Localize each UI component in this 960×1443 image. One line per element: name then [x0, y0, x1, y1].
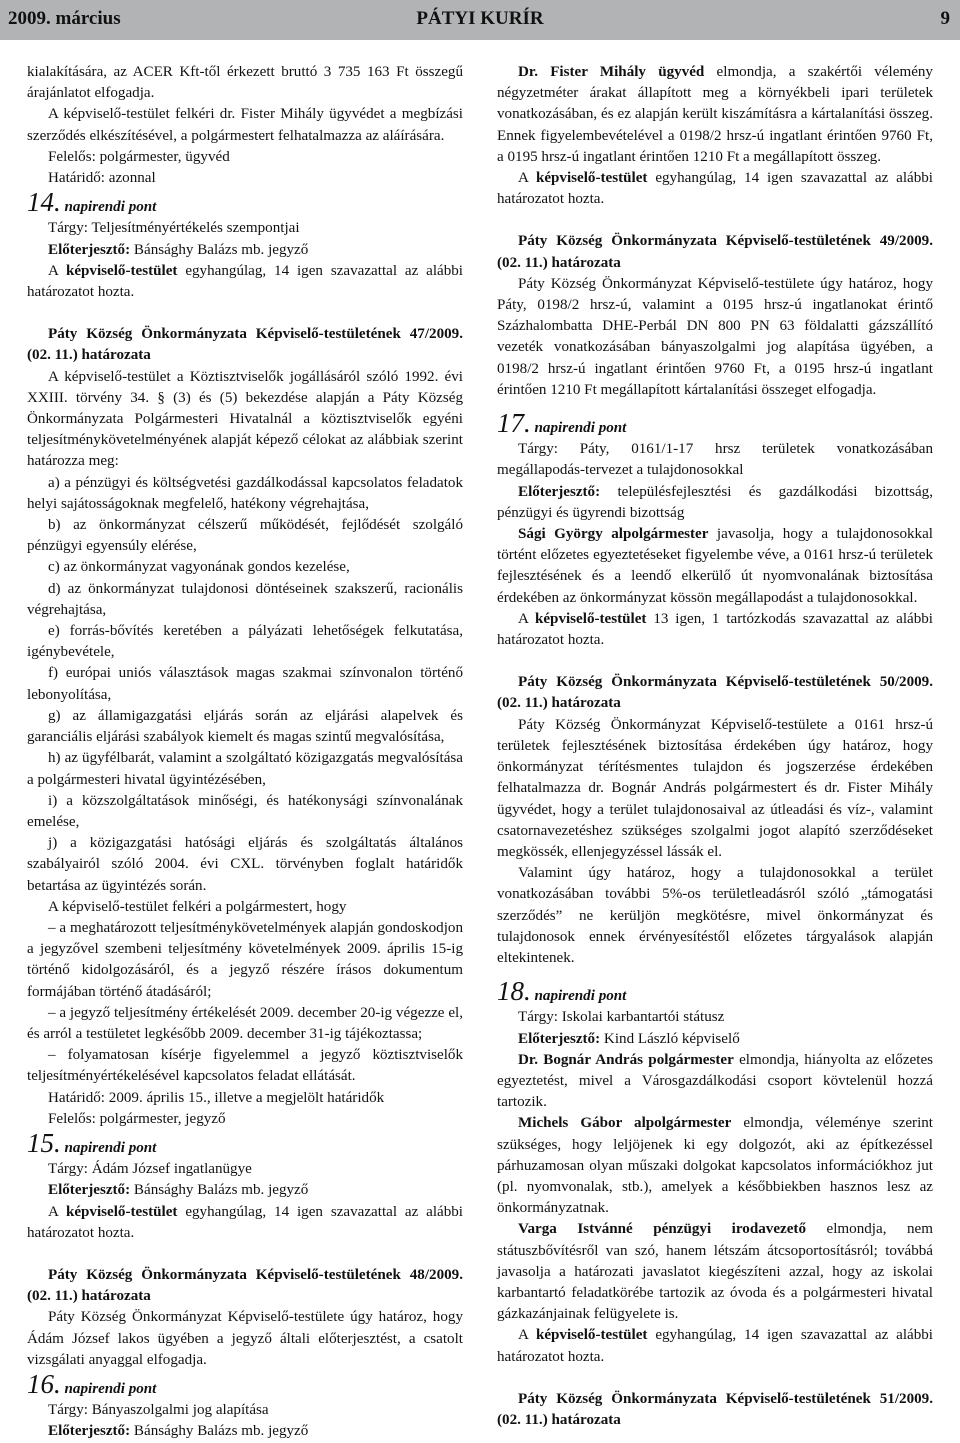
- paragraph: Sági György alpolgármester javasolja, hogy a tulajdonosokkal történt előzetes egyeztetéseket figyelembe véve, a 0161 hrsz-ú területek fejlesztésének és a leendő elkerülő út nyomvonalának biztosítása érdekében az önkormányzat kössön megállapodást a tulajdonosokkal.: [497, 526, 933, 606]
- paragraph: Valamint úgy határoz, hogy a tulajdonosokkal a terület vonatkozásában további 5%-os területleadásról szóló „támogatási szerződés” ne kerüljön megkötésre, mivel önkormányzat és tulajdonosok ennek érvényesítéstől előzetes tárgyalások alapján eltekintenek.: [497, 865, 933, 966]
- deadline-line: Határidő: azonnal: [48, 170, 156, 187]
- presenter-line: Előterjesztő: Bánsághy Balázs mb. jegyző: [48, 1423, 309, 1440]
- list-item: e) forrás-bővítés keretében a pályázati lehetőségek felkutatása, igénybevétele,: [27, 623, 463, 661]
- resolution-title-50: Páty Község Önkormányzata Képviselő-testületének 50/2009. (02. 11.) határozata: [497, 674, 933, 712]
- list-item: – folyamatosan kísérje figyelemmel a jegyző köztisztviselők teljesítményértékelésével kapcsolatos feladat ellátását.: [27, 1047, 463, 1085]
- agenda-label: napirendi pont: [64, 199, 157, 216]
- paragraph: Páty Község Önkormányzat Képviselő-testülete úgy határoz, hogy Ádám József lakos ügyében a jegyző általi előterjesztést, a csatolt vizsgálati anyaggal elfogadja.: [27, 1309, 463, 1368]
- agenda-number: 16.: [27, 1368, 61, 1399]
- publication-title: PÁTYI KURÍR: [416, 8, 544, 29]
- paragraph: Michels Gábor alpolgármester elmondja, véleménye szerint szükséges, hogy leljöjenek ki egy dolgozót, aki az építkezéssel párhuzamosan olyan műszaki dolgokat kapcsolatos információkhoz jut (pl. nyomvonalak, stb.), amelyek a későbbiekben hasznos lesz az önkormányzatnak.: [497, 1115, 934, 1217]
- agenda-heading-16: [27, 1368, 463, 1400]
- list-item: d) az önkormányzat tulajdonosi döntéseinek szakszerű, racionális végrehajtása,: [27, 580, 463, 618]
- issue-date: 2009. március: [8, 8, 121, 29]
- subject-line: Tárgy: Páty, 0161/1-17 hrsz területek vonatkozásában megállapodás-tervezet a tulajdonosokkal: [497, 441, 933, 479]
- resolution-title-47: Páty Község Önkormányzata Képviselő-testületének 47/2009. (02. 11.) határozata: [27, 326, 463, 364]
- vote-line: A képviselő-testület egyhangúlag, 14 igen szavazattal az alábbi határozatot hozta.: [497, 1327, 933, 1365]
- vote-line: A képviselő-testület 13 igen, 1 tartózkodás szavazattal az alábbi határozatot hozta.: [497, 610, 933, 649]
- presenter-line: Előterjesztő: településfejlesztési és gazdálkodási bizottság, pénzügyi és ügyrendi bizottság: [497, 483, 933, 521]
- agenda-number: 14.: [27, 187, 61, 218]
- agenda-number: 18.: [497, 976, 531, 1007]
- list-item: g) az államigazgatási eljárás során az eljárási alapelvek és garanciális eljárási szabályok kiemelt és magas szintű megvalósítása,: [27, 707, 463, 746]
- list-item: c) az önkormányzat vagyonának gondos kezelése,: [48, 559, 350, 576]
- responsible-line: Felelős: polgármester, ügyvéd: [48, 148, 230, 165]
- page-number: 9: [940, 8, 950, 29]
- list-item: a) a pénzügyi és költségvetési gazdálkodással kapcsolatos feladatok helyi sajátosságoknak megfelelő, hatékony végrehajtása,: [27, 474, 463, 512]
- subject-line: Tárgy: Iskolai karbantartói státusz: [518, 1009, 725, 1026]
- resolution-title-48: Páty Község Önkormányzata Képviselő-testületének 48/2009. (02. 11.) határozata: [27, 1266, 463, 1305]
- paragraph: kialakítására, az ACER Kft-től érkezett bruttó 3 735 163 Ft összegű árajánlatot elfogadja.: [27, 64, 463, 102]
- paragraph: A képviselő-testület felkéri a polgármestert, hogy: [48, 898, 347, 915]
- paragraph: Dr. Fister Mihály ügyvéd elmondja, a szakértői vélemény négyzetméter árakat állapított meg a környékbeli ipari területek vonatkozásában, és ez alapján került kiszámításra a kártalanítási összeg. Ennek figyelembevételével a 0198/2 hrsz-ú ingatlant érintően 9760 Ft, a 0195 hrsz-ú ingatlant érintően 1210 Ft a megállapított összeg.: [497, 64, 933, 165]
- list-item: i) a közszolgáltatások minőségi, és hatékonysági színvonalának emelése,: [27, 792, 463, 830]
- subject-line: Tárgy: Ádám József ingatlanügye: [48, 1161, 252, 1178]
- agenda-label: napirendi pont: [534, 420, 627, 437]
- agenda-number: 17.: [497, 408, 531, 439]
- right-column: [497, 62, 933, 1431]
- paragraph: A képviselő-testület a Köztisztviselők jogállásáról szóló 1992. évi XXIII. törvény 34. § (3) és (5) bekezdése alapján a Páty Község Önkormányzata Polgármesteri Hivatalnál a köztisztviselők egyéni teljesítménykövetelményének alapját képező célokat az alábbiak szerint határozza meg:: [27, 368, 463, 470]
- presenter-line: Előterjesztő: Bánsághy Balázs mb. jegyző: [48, 1182, 309, 1199]
- list-item: – a jegyző teljesítmény értékelését 2009. december 20-ig végezze el, és arról a testületet legkésőbb 2009. december 31-ig tájékoztassa;: [27, 1004, 463, 1042]
- presenter-line: Előterjesztő: Kind László képviselő: [518, 1030, 740, 1047]
- subject-line: Tárgy: Teljesítményértékelés szempontjai: [48, 220, 300, 237]
- list-item: h) az ügyfélbarát, valamint a szolgáltató közigazgatás megvalósítása a polgármesteri hivatal ügyintézésében,: [27, 750, 463, 788]
- agenda-label: napirendi pont: [64, 1139, 157, 1156]
- resolution-title-51: Páty Község Önkormányzata Képviselő-testületének 51/2009. (02. 11.) határozata: [497, 1390, 933, 1428]
- page-header: [0, 0, 960, 40]
- agenda-number: 15.: [27, 1127, 61, 1158]
- vote-line: A képviselő-testület egyhangúlag, 14 igen szavazattal az alábbi határozatot hozta.: [497, 170, 933, 208]
- list-item: j) a közigazgatási hatósági eljárás és szolgáltatás általános szabályairól szóló 2004. évi CXL. törvényben foglalt határidők betartása az ügyintézés során.: [27, 835, 463, 894]
- paragraph: Páty Község Önkormányzat Képviselő-testülete a 0161 hrsz-ú területek fejlesztésének biztosítása érdekében úgy határoz, hogy önkormányzat térítésmentes tulajdon és jogszerzése érdekében felhatalmazza dr. Bognár András polgármestert és dr. Fister Mihály ügyvédet, hogy a terület tulajdonosaival az útleadási és víz-, valamint csatornavezetéshez szükséges szolgalmi jogot alapító szerződéseket megkössék, ellenjegyzéssel lássák el.: [497, 716, 933, 860]
- agenda-heading-15: [27, 1127, 463, 1159]
- list-item: b) az önkormányzat célszerű működését, fejlődését szolgáló pénzügyi egyensúly elérése,: [27, 517, 463, 555]
- presenter-line: Előterjesztő: Bánsághy Balázs mb. jegyző: [48, 241, 309, 258]
- agenda-heading-14: [27, 189, 463, 218]
- agenda-heading-18: [497, 978, 933, 1007]
- agenda-heading-17: [497, 410, 933, 439]
- list-item: – a meghatározott teljesítménykövetelmények alapján gondoskodjon a jegyzővel szembeni teljesítmény követelmények 2009. április 15-ig történő kidolgozásáról, és a jegyző részére írásos dokumentum formájában történő átadásáról;: [27, 919, 463, 1000]
- resolution-title-49: Páty Község Önkormányzata Képviselő-testületének 49/2009. (02. 11.) határozata: [497, 233, 933, 271]
- agenda-label: napirendi pont: [64, 1380, 157, 1397]
- deadline-line: Határidő: 2009. április 15., illetve a megjelölt határidők: [48, 1089, 385, 1106]
- list-item: f) európai uniós választások magas szakmai színvonalon történő lebonyolítása,: [27, 665, 463, 703]
- subject-line: Tárgy: Bányaszolgalmi jog alapítása: [48, 1402, 269, 1419]
- paragraph: Varga Istvánné pénzügyi irodavezető elmondja, nem státuszbővítésről van szó, hanem létszám átcsoportosításról; továbbá javasolja a határozati javaslatot kiegészíteni azzal, hogy az iskolai karbantartó feladatkörébe tartozik az óvoda és a polgármesteri hivatal gázkazánjainak felügyelete is.: [497, 1221, 933, 1323]
- vote-line: A képviselő-testület egyhangúlag, 14 igen szavazattal az alábbi határozatot hozta.: [27, 262, 463, 301]
- paragraph: Páty Község Önkormányzat Képviselő-testülete úgy határoz, hogy Páty, 0198/2 hrsz-ú, valamint a 0195 hrsz-ú ingatlanokat érintő Százhalombatta DHE-Perbál DN 800 PN 63 földalatti gázszállító vezeték vonatkozásában bányaszolgalmi jog alapítása ügyében, a 0198/2 hrsz-ú ingatlant érintően 9760 Ft, a 0195 hrsz-ú ingatlant érintően 1210 Ft megállapított kártalanítási összeget elfogadja.: [497, 275, 933, 398]
- agenda-label: napirendi pont: [534, 988, 627, 1005]
- paragraph: Dr. Bognár András polgármester elmondja, hiányolta az előzetes egyeztetést, mivel a Városgazdálkodási csoport kövtelenül hozzá tartozik.: [497, 1051, 934, 1111]
- vote-line: A képviselő-testület egyhangúlag, 14 igen szavazattal az alábbi határozatot hozta.: [27, 1203, 463, 1241]
- left-column: [27, 62, 463, 1443]
- responsible-line: Felelős: polgármester, jegyző: [48, 1110, 226, 1127]
- paragraph: A képviselő-testület felkéri dr. Fister Mihály ügyvédet a megbízási szerződés elkészítésével, a polgármestert felhatalmazza az aláírására.: [27, 106, 463, 144]
